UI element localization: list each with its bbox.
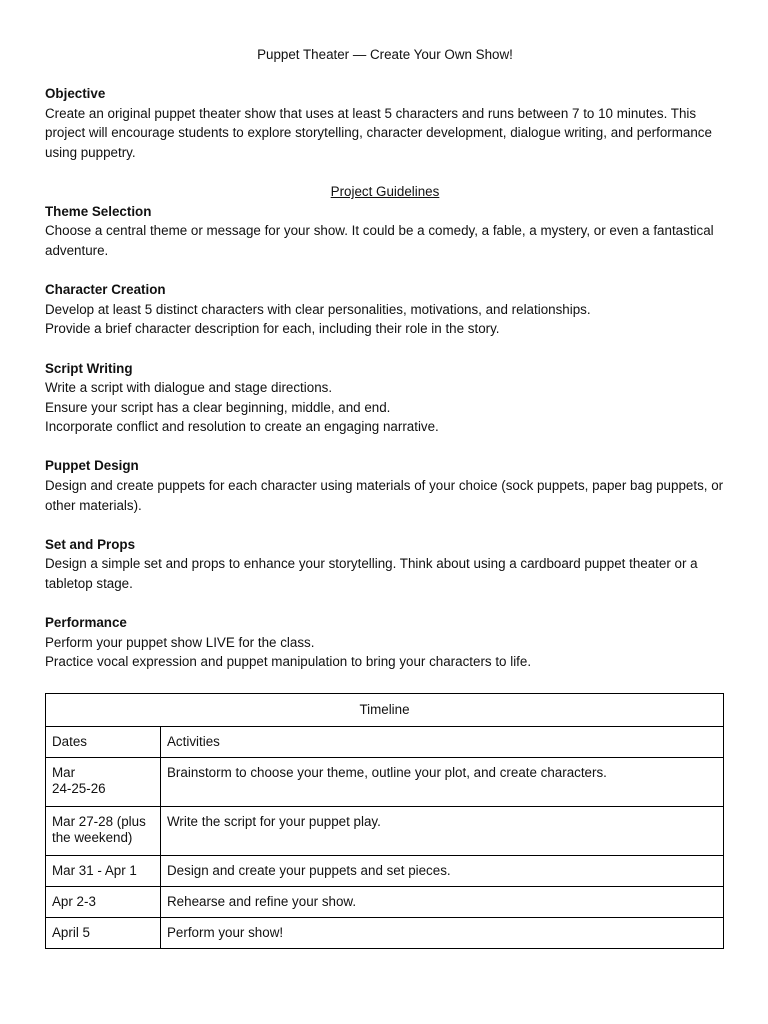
section-line: Provide a brief character description for each, including their role in the story. — [45, 321, 500, 337]
table-row — [46, 918, 724, 949]
activity-cell: Rehearse and refine your show. — [161, 887, 724, 918]
activity-cell: Perform your show! — [161, 918, 724, 949]
date-cell: Mar 31 - Apr 1 — [46, 856, 161, 887]
timeline-caption: Timeline — [46, 694, 724, 727]
table-row — [46, 807, 724, 856]
table-row — [46, 758, 724, 807]
section-line: Design and create puppets for each character using materials of your choice (sock puppets, paper bag puppets, or other materials). — [45, 478, 724, 513]
column-header-dates: Dates — [46, 727, 161, 758]
date-cell: Mar 27-28 (plus the weekend) — [46, 807, 161, 856]
section-line: Practice vocal expression and puppet manipulation to bring your characters to life. — [45, 654, 532, 670]
section-line: Choose a central theme or message for your show. It could be a comedy, a fable, a mystery, or even a fantastical adventure. — [45, 223, 714, 258]
section-heading-puppet-design: Puppet Design — [45, 458, 139, 474]
table-header-row — [46, 727, 724, 758]
section-line: Design a simple set and props to enhance your storytelling. Think about using a cardboard puppet theater or a tabletop stage. — [45, 556, 698, 592]
objective-heading: Objective — [45, 86, 106, 102]
timeline-table — [45, 693, 724, 949]
activity-cell: Write the script for your puppet play. — [161, 807, 724, 856]
section-line: Develop at least 5 distinct characters with clear personalities, motivations, and relationships. — [45, 301, 591, 317]
section-line: Ensure your script has a clear beginning, middle, and end. — [45, 399, 391, 415]
table-row — [46, 856, 724, 887]
section-heading-script: Script Writing — [45, 360, 133, 376]
guidelines-heading: Project Guidelines — [330, 184, 440, 200]
activity-cell: Design and create your puppets and set pieces. — [161, 856, 724, 887]
date-text: Mar 24-25-26 — [52, 765, 106, 796]
section-heading-set-props: Set and Props — [45, 536, 136, 552]
column-header-activities: Activities — [161, 727, 724, 758]
section-line: Write a script with dialogue and stage directions. — [45, 380, 333, 396]
section-heading-theme: Theme Selection — [45, 203, 152, 219]
section-heading-performance: Performance — [45, 615, 127, 631]
activity-cell: Brainstorm to choose your theme, outline your plot, and create characters. — [161, 758, 724, 807]
section-heading-character: Character Creation — [45, 282, 166, 298]
date-cell: April 5 — [46, 918, 161, 949]
date-cell: Apr 2-3 — [46, 887, 161, 918]
date-cell — [46, 758, 161, 807]
document-title: Puppet Theater — Create Your Own Show! — [257, 47, 513, 62]
section-line: Perform your puppet show LIVE for the class. — [45, 634, 315, 650]
table-row — [46, 887, 724, 918]
document-body — [45, 45, 725, 672]
objective-text: Create an original puppet theater show that uses at least 5 characters and runs between 7 to 10 minutes. This project will encourage students to explore storytelling, character development, dialogue writing, and performance using puppetry. — [45, 105, 712, 160]
section-line: Incorporate conflict and resolution to create an engaging narrative. — [45, 419, 439, 435]
